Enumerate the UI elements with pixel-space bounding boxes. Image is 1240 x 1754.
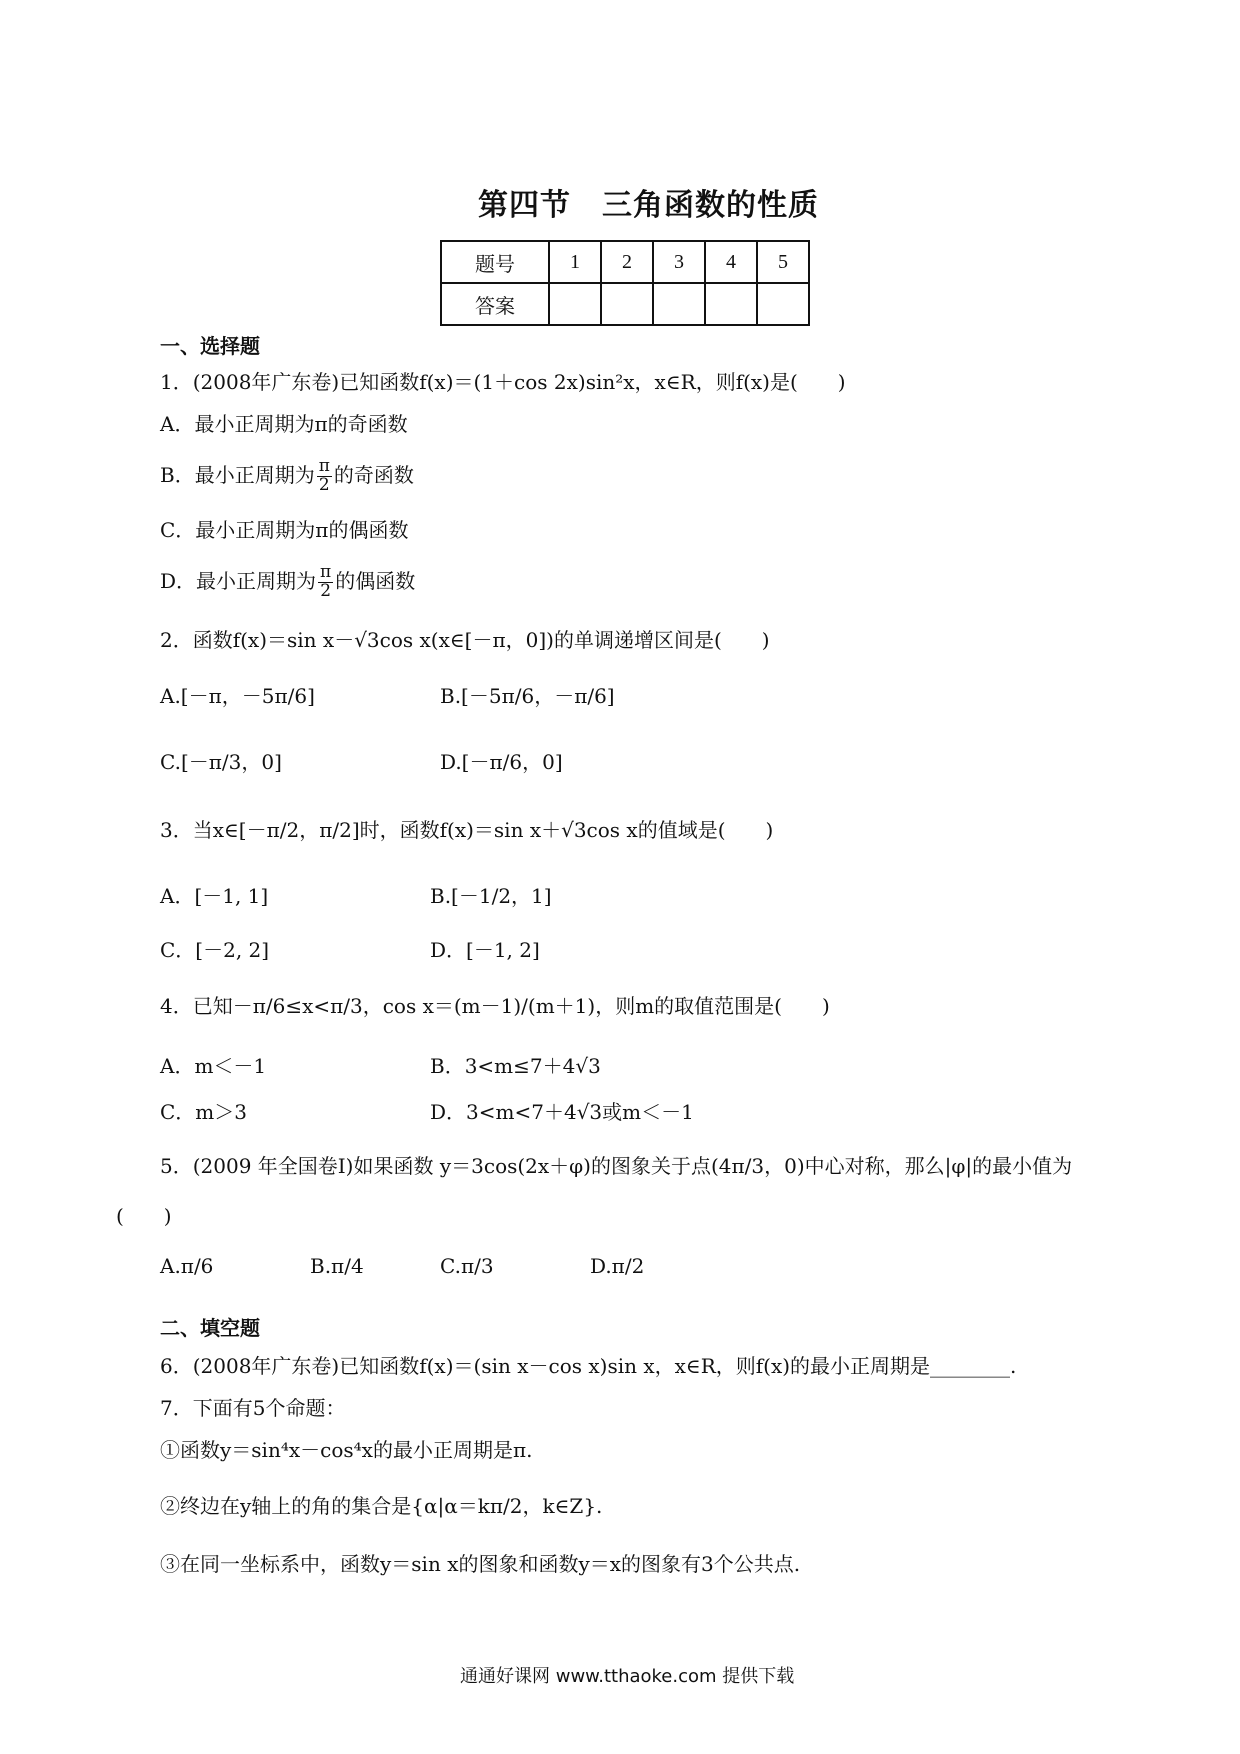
option-text: D．最小正周期为 [160, 568, 317, 593]
question-2-option-b: B.[－5π/6，－π/6] [440, 684, 615, 708]
answer-cell[interactable] [549, 283, 601, 325]
answer-cell[interactable] [601, 283, 653, 325]
fraction [318, 564, 333, 601]
question-4-option-c: C．m＞3 [160, 1100, 247, 1124]
question-4-option-d: D．3<m<7＋4√3或m＜－1 [430, 1100, 694, 1124]
table-cell-number: 5 [757, 241, 809, 283]
question-4-option-a: A．m＜－1 [160, 1054, 267, 1078]
question-3-option-a: A．[－1, 1] [160, 884, 269, 908]
page-title: 第四节 三角函数的性质 [478, 188, 819, 223]
question-4-option-b: B．3<m≤7＋4√3 [430, 1054, 601, 1078]
fraction [317, 458, 332, 495]
table-cell-label: 答案 [441, 283, 549, 325]
question-2-option-d: D.[－π/6，0] [440, 750, 563, 774]
fraction-numerator: π [320, 562, 332, 582]
question-3-option-c: C．[－2, 2] [160, 938, 270, 962]
fraction-numerator: π [318, 456, 330, 476]
table-row [441, 241, 809, 283]
answer-cell[interactable] [757, 283, 809, 325]
question-5-stem: 5．(2009 年全国卷Ⅰ)如果函数 y＝3cos(2x＋φ)的图象关于点(4π/3，0)中心对称，那么|φ|的最小值为 [160, 1154, 1073, 1178]
table-cell-number: 1 [549, 241, 601, 283]
answer-parentheses: ( ) [116, 1204, 172, 1228]
question-4-stem: 4．已知－π/6≤x<π/3，cos x＝(m－1)/(m＋1)，则m的取值范围是( ) [160, 994, 830, 1018]
question-5-option-b: B.π/4 [310, 1254, 364, 1278]
answer-cell[interactable] [705, 283, 757, 325]
answer-table [440, 240, 810, 326]
fraction-denominator: 2 [320, 580, 332, 601]
question-2-stem: 2．函数f(x)＝sin x－√3cos x(x∈[－π，0])的单调递增区间是( ) [160, 628, 770, 652]
question-3-stem: 3．当x∈[－π/2，π/2]时，函数f(x)＝sin x＋√3cos x的值域是( ) [160, 818, 774, 842]
answer-cell[interactable] [653, 283, 705, 325]
section-heading: 一、选择题 [160, 334, 260, 358]
question-2-option-a: A.[－π，－5π/6] [160, 684, 315, 708]
question-7-statement-2: ②终边在y轴上的角的集合是{α|α＝kπ/2，k∈Z}. [160, 1494, 603, 1518]
question-5-option-d: D.π/2 [590, 1254, 645, 1278]
section-heading: 二、填空题 [160, 1316, 260, 1340]
question-2-option-c: C.[－π/3，0] [160, 750, 282, 774]
question-7-statement-3: ③在同一坐标系中，函数y＝sin x的图象和函数y＝x的图象有3个公共点. [160, 1552, 801, 1576]
option-text: 的奇函数 [333, 462, 414, 487]
table-cell-number: 2 [601, 241, 653, 283]
question-7-statement-1: ①函数y＝sin⁴x－cos⁴x的最小正周期是π. [160, 1438, 533, 1462]
question-1-option-c: C．最小正周期为π的偶函数 [160, 518, 409, 542]
question-7-stem: 7．下面有5个命题： [160, 1396, 346, 1420]
option-text: 的偶函数 [335, 568, 416, 593]
question-5-option-a: A.π/6 [160, 1254, 214, 1278]
question-1-option-a: A．最小正周期为π的奇函数 [160, 412, 408, 436]
table-cell-label: 题号 [441, 241, 549, 283]
table-cell-number: 3 [653, 241, 705, 283]
table-row [441, 283, 809, 325]
table-cell-number: 4 [705, 241, 757, 283]
question-5-option-c: C.π/3 [440, 1254, 494, 1278]
question-3-option-b: B.[－1/2，1] [430, 884, 552, 908]
question-6-stem: 6．(2008年广东卷)已知函数f(x)＝(sin x－cos x)sin x，x∈R，则f(x)的最小正周期是________. [160, 1354, 1017, 1378]
question-1-option-d [160, 564, 415, 601]
fraction-denominator: 2 [318, 474, 330, 495]
question-1-stem: 1．(2008年广东卷)已知函数f(x)＝(1＋cos 2x)sin²x，x∈R，则f(x)是( ) [160, 370, 846, 394]
question-1-option-b [160, 458, 414, 495]
option-text: B．最小正周期为 [160, 462, 315, 487]
question-3-option-d: D．[－1, 2] [430, 938, 540, 962]
page-footer: 通通好课网 www.tthaoke.com 提供下载 [460, 1666, 795, 1687]
